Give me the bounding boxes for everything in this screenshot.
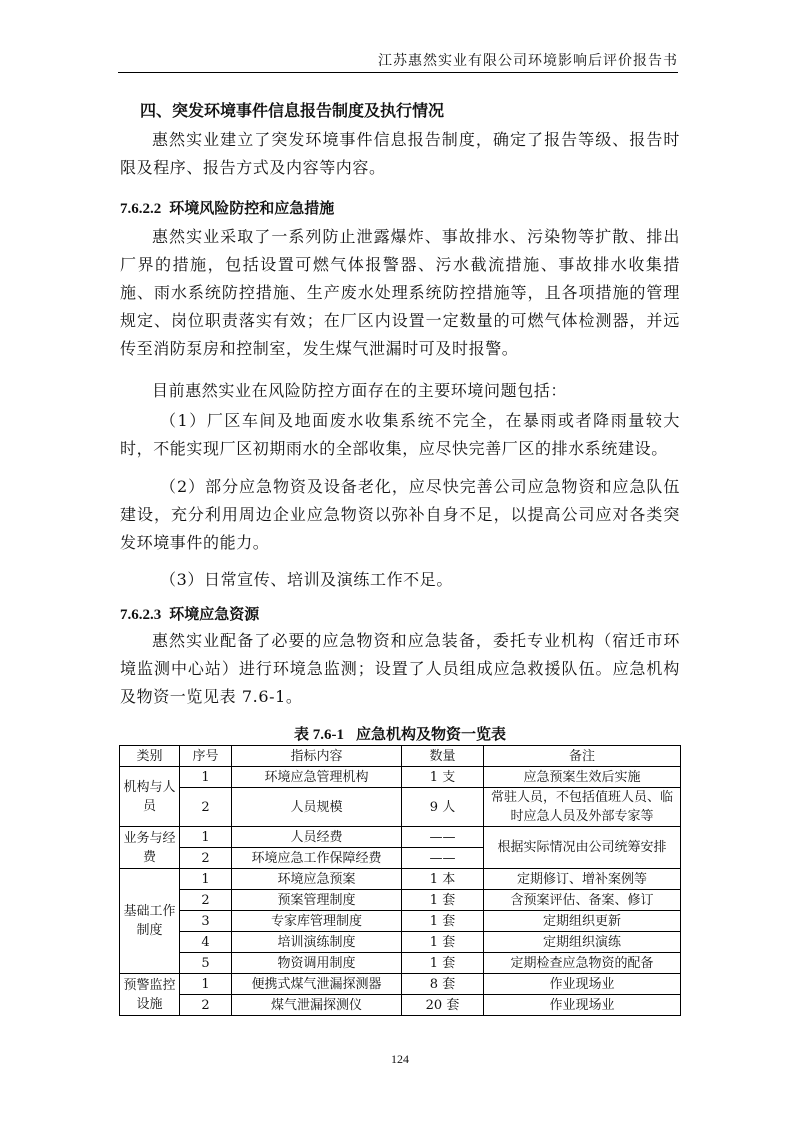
section-title: 环境应急资源 [169,605,260,623]
item-cell: 预案管理制度 [232,890,402,911]
header-rule [118,72,678,73]
quantity-cell: 1 支 [402,767,484,788]
item-cell: 物资调用制度 [232,953,402,974]
table-row [120,788,681,827]
table-row [120,974,681,995]
header-number: 序号 [180,746,232,767]
category-cell: 机构与人员 [120,767,180,827]
note-cell: 作业现场业 [484,995,681,1016]
number-cell: 1 [180,974,232,995]
item-cell: 煤气泄漏探测仪 [232,995,402,1016]
number-cell: 2 [180,788,232,827]
quantity-cell: 20 套 [402,995,484,1016]
header-item: 指标内容 [232,746,402,767]
quantity-cell: 9 人 [402,788,484,827]
quantity-cell: 1 套 [402,911,484,932]
header-note: 备注 [484,746,681,767]
note-cell: 常驻人员，不包括值班人员、临时应急人员及外部专家等 [484,788,681,827]
section-number: 7.6.2.3 [120,607,162,623]
number-cell: 2 [180,890,232,911]
note-cell: 定期组织更新 [484,911,681,932]
section-7-6-2-2-heading [120,197,334,218]
item-cell: 培训演练制度 [232,932,402,953]
category-cell: 基础工作制度 [120,869,180,974]
note-cell: 应急预案生效后实施 [484,767,681,788]
number-cell: 4 [180,932,232,953]
item-cell: 环境应急预案 [232,869,402,890]
item-cell: 环境应急工作保障经费 [232,848,402,869]
page-number: 124 [391,1052,409,1066]
table-row [120,932,681,953]
number-cell: 1 [180,869,232,890]
item-cell: 专家库管理制度 [232,911,402,932]
quantity-cell: 1 套 [402,953,484,974]
paragraph-resources: 惠然实业配备了必要的应急物资和应急装备，委托专业机构（宿迁市环境监测中心站）进行环境急监测；设置了人员组成应急救援队伍。应急机构及物资一览见表 7.6-1。 [120,631,680,706]
emergency-resources-table [119,745,681,1016]
section-4-title: 四、突发环境事件信息报告制度及执行情况 [140,101,445,120]
table-row [120,869,681,890]
note-cell: 定期检查应急物资的配备 [484,953,681,974]
number-cell: 1 [180,827,232,848]
note-cell: 定期组织演练 [484,932,681,953]
quantity-cell: 1 套 [402,890,484,911]
quantity-cell: 8 套 [402,974,484,995]
note-cell: 作业现场业 [484,974,681,995]
number-cell: 2 [180,848,232,869]
section-title: 环境风险防控和应急措施 [169,199,335,217]
paragraph-risk-measures: 惠然实业采取了一系列防止泄露爆炸、事故排水、污染物等扩散、排出厂界的措施，包括设置可燃气体报警器、污水截流措施、事故排水收集措施、雨水系统防控措施、生产废水处理系统防控措施等，且各项措施的管理规定、岗位职责落实有效；在厂区内设置一定数量的可燃气体检测器，并远传至消防泵房和控制室，发生煤气泄漏时可及时报警。 [120,227,680,358]
section-number: 7.6.2.2 [120,201,162,217]
table-row [120,890,681,911]
quantity-cell: 1 套 [402,932,484,953]
number-cell: 3 [180,911,232,932]
table-title: 应急机构及物资一览表 [355,725,506,743]
table-row [120,767,681,788]
item-cell: 便携式煤气泄漏探测器 [232,974,402,995]
number-cell: 1 [180,767,232,788]
category-cell: 业务与经费 [120,827,180,869]
table-caption [120,723,680,744]
paragraph-problems-intro: 目前惠然实业在风险防控方面存在的主要环境问题包括： [152,381,568,400]
item-cell: 人员规模 [232,788,402,827]
problem-item-3: （3）日常宣传、培训及演练工作不足。 [160,570,453,589]
number-cell: 2 [180,995,232,1016]
table-row [120,911,681,932]
item-cell: 人员经费 [232,827,402,848]
problem-item-1: （1）厂区车间及地面废水收集系统不完全，在暴雨或者降雨量较大时，不能实现厂区初期雨水的全部收集，应尽快完善厂区的排水系统建设。 [120,411,680,458]
running-header: 江苏惠然实业有限公司环境影响后评价报告书 [378,53,678,69]
note-cell: 根据实际情况由公司统筹安排 [484,827,681,869]
problem-item-2: （2）部分应急物资及设备老化，应尽快完善公司应急物资和应急队伍建设，充分利用周边企业应急物资以弥补自身不足，以提高公司应对各类突发环境事件的能力。 [120,477,680,552]
paragraph-report-system: 惠然实业建立了突发环境事件信息报告制度，确定了报告等级、报告时限及程序、报告方式及内容等内容。 [120,130,680,177]
category-cell: 预警监控设施 [120,974,180,1016]
header-category: 类别 [120,746,180,767]
quantity-cell: —— [402,827,484,848]
table-row [120,827,681,848]
header-quantity: 数量 [402,746,484,767]
quantity-cell: —— [402,848,484,869]
table-row [120,953,681,974]
table-number: 表 7.6-1 [293,727,344,743]
quantity-cell: 1 本 [402,869,484,890]
number-cell: 5 [180,953,232,974]
item-cell: 环境应急管理机构 [232,767,402,788]
note-cell: 定期修订、增补案例等 [484,869,681,890]
note-cell: 含预案评估、备案、修订 [484,890,681,911]
table-header-row [120,746,681,767]
section-7-6-2-3-heading [120,603,259,624]
table-row [120,995,681,1016]
